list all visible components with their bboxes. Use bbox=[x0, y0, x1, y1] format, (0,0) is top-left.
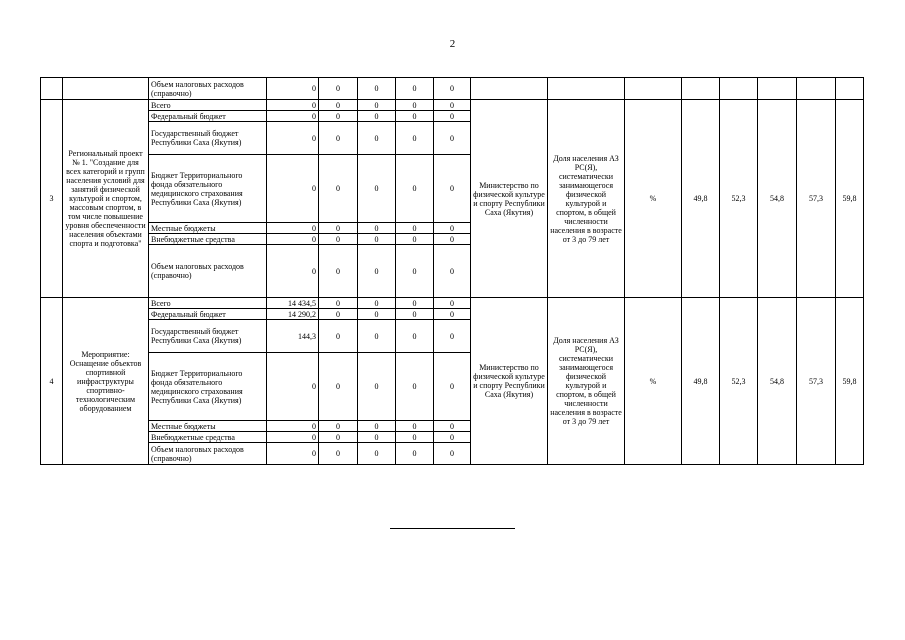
amount-cell: 0 bbox=[434, 78, 471, 100]
target-value: 57,3 bbox=[797, 100, 836, 298]
event-name: Мероприятие: Оснащение объектов спортивной инфраструктуры спортивно-технологическим оборудованием bbox=[63, 298, 149, 465]
table-row bbox=[41, 100, 864, 111]
source-label: Федеральный бюджет bbox=[149, 309, 267, 320]
amount-cell: 0 bbox=[319, 245, 358, 298]
amount-cell: 0 bbox=[267, 100, 319, 111]
amount-cell: 0 bbox=[319, 421, 358, 432]
amount-cell: 0 bbox=[358, 309, 396, 320]
amount-cell: 0 bbox=[434, 309, 471, 320]
ministry-cell bbox=[471, 78, 548, 100]
target-cell bbox=[720, 78, 758, 100]
amount-cell: 0 bbox=[434, 155, 471, 223]
source-label: Местные бюджеты bbox=[149, 421, 267, 432]
event-name: Региональный проект № 1. "Создание для всех категорий и групп населения условий для занятий физической культурой и спортом, массовым спортом, в том числе повышение уровня обеспеченности населения объектами спорта и подготовка" bbox=[63, 100, 149, 298]
amount-cell: 0 bbox=[358, 78, 396, 100]
target-value: 57,3 bbox=[797, 298, 836, 465]
amount-cell: 0 bbox=[358, 155, 396, 223]
amount-cell: 14 434,5 bbox=[267, 298, 319, 309]
amount-cell: 0 bbox=[358, 111, 396, 122]
amount-cell: 0 bbox=[434, 122, 471, 155]
target-value: 49,8 bbox=[682, 298, 720, 465]
amount-cell: 0 bbox=[396, 78, 434, 100]
amount-cell: 0 bbox=[396, 111, 434, 122]
source-label: Государственный бюджет Республики Саха (Якутия) bbox=[149, 320, 267, 353]
amount-cell: 0 bbox=[358, 234, 396, 245]
amount-cell: 0 bbox=[396, 298, 434, 309]
amount-cell: 14 290,2 bbox=[267, 309, 319, 320]
amount-cell: 0 bbox=[319, 298, 358, 309]
target-value: 54,8 bbox=[758, 298, 797, 465]
source-label: Объем налоговых расходов (справочно) bbox=[149, 443, 267, 465]
amount-cell: 0 bbox=[267, 111, 319, 122]
amount-cell: 0 bbox=[396, 309, 434, 320]
amount-cell: 0 bbox=[396, 155, 434, 223]
amount-cell: 0 bbox=[358, 432, 396, 443]
amount-cell: 0 bbox=[267, 443, 319, 465]
amount-cell: 0 bbox=[434, 245, 471, 298]
target-value: 52,3 bbox=[720, 298, 758, 465]
page-number: 2 bbox=[449, 38, 456, 50]
amount-cell: 0 bbox=[358, 100, 396, 111]
amount-cell: 0 bbox=[434, 111, 471, 122]
amount-cell: 144,3 bbox=[267, 320, 319, 353]
amount-cell: 0 bbox=[267, 78, 319, 100]
amount-cell: 0 bbox=[267, 432, 319, 443]
table-row bbox=[41, 298, 864, 309]
source-label: Федеральный бюджет bbox=[149, 111, 267, 122]
source-label: Местные бюджеты bbox=[149, 223, 267, 234]
indicator-cell bbox=[548, 78, 625, 100]
amount-cell: 0 bbox=[267, 223, 319, 234]
amount-cell: 0 bbox=[396, 353, 434, 421]
amount-cell: 0 bbox=[358, 353, 396, 421]
amount-cell: 0 bbox=[396, 320, 434, 353]
event-cell bbox=[63, 78, 149, 100]
ministry-name: Министерство по физической культуре и спорту Республики Саха (Якутия) bbox=[471, 298, 548, 465]
row-number: 4 bbox=[41, 298, 63, 465]
amount-cell: 0 bbox=[267, 245, 319, 298]
amount-cell: 0 bbox=[396, 245, 434, 298]
ministry-name: Министерство по физической культуре и спорту Республики Саха (Якутия) bbox=[471, 100, 548, 298]
amount-cell: 0 bbox=[396, 223, 434, 234]
amount-cell: 0 bbox=[358, 443, 396, 465]
source-label: Государственный бюджет Республики Саха (Якутия) bbox=[149, 122, 267, 155]
source-label: Объем налоговых расходов (справочно) bbox=[149, 78, 267, 100]
unit-cell: % bbox=[625, 100, 682, 298]
amount-cell: 0 bbox=[319, 155, 358, 223]
amount-cell: 0 bbox=[358, 223, 396, 234]
amount-cell: 0 bbox=[358, 298, 396, 309]
amount-cell: 0 bbox=[267, 353, 319, 421]
amount-cell: 0 bbox=[319, 432, 358, 443]
amount-cell: 0 bbox=[434, 421, 471, 432]
amount-cell: 0 bbox=[434, 100, 471, 111]
amount-cell: 0 bbox=[319, 320, 358, 353]
amount-cell: 0 bbox=[267, 234, 319, 245]
target-cell bbox=[682, 78, 720, 100]
source-label: Объем налоговых расходов (справочно) bbox=[149, 245, 267, 298]
target-cell bbox=[758, 78, 797, 100]
amount-cell: 0 bbox=[319, 100, 358, 111]
program-table bbox=[40, 77, 864, 465]
source-label: Всего bbox=[149, 100, 267, 111]
target-value: 49,8 bbox=[682, 100, 720, 298]
amount-cell: 0 bbox=[319, 353, 358, 421]
target-cell bbox=[836, 78, 864, 100]
source-label: Всего bbox=[149, 298, 267, 309]
unit-cell: % bbox=[625, 298, 682, 465]
target-value: 59,8 bbox=[836, 100, 864, 298]
table-row bbox=[41, 78, 864, 100]
amount-cell: 0 bbox=[319, 234, 358, 245]
amount-cell: 0 bbox=[267, 155, 319, 223]
row-number: 3 bbox=[41, 100, 63, 298]
source-label: Внебюджетные средства bbox=[149, 234, 267, 245]
amount-cell: 0 bbox=[267, 122, 319, 155]
target-cell bbox=[797, 78, 836, 100]
target-value: 52,3 bbox=[720, 100, 758, 298]
amount-cell: 0 bbox=[319, 122, 358, 155]
amount-cell: 0 bbox=[319, 223, 358, 234]
amount-cell: 0 bbox=[434, 443, 471, 465]
amount-cell: 0 bbox=[434, 432, 471, 443]
amount-cell: 0 bbox=[267, 421, 319, 432]
footer-divider bbox=[390, 528, 515, 529]
amount-cell: 0 bbox=[319, 443, 358, 465]
indicator-name: Доля населения АЗ РС(Я), систематически занимающегося физической культурой и спортом, в общей численности населения в возрасте от 3 до 79 лет bbox=[548, 298, 625, 465]
indicator-name: Доля населения АЗ РС(Я), систематически занимающегося физической культурой и спортом, в общей численности населения в возрасте от 3 до 79 лет bbox=[548, 100, 625, 298]
amount-cell: 0 bbox=[358, 320, 396, 353]
target-value: 54,8 bbox=[758, 100, 797, 298]
source-label: Внебюджетные средства bbox=[149, 432, 267, 443]
amount-cell: 0 bbox=[434, 320, 471, 353]
unit-cell bbox=[625, 78, 682, 100]
source-label: Бюджет Территориального фонда обязательного медицинского страхования Республики Саха (Якутия) bbox=[149, 353, 267, 421]
amount-cell: 0 bbox=[396, 100, 434, 111]
amount-cell: 0 bbox=[319, 111, 358, 122]
amount-cell: 0 bbox=[434, 298, 471, 309]
amount-cell: 0 bbox=[434, 223, 471, 234]
amount-cell: 0 bbox=[319, 78, 358, 100]
amount-cell: 0 bbox=[358, 421, 396, 432]
amount-cell: 0 bbox=[434, 234, 471, 245]
source-label: Бюджет Территориального фонда обязательного медицинского страхования Республики Саха (Якутия) bbox=[149, 155, 267, 223]
target-value: 59,8 bbox=[836, 298, 864, 465]
num-cell bbox=[41, 78, 63, 100]
amount-cell: 0 bbox=[396, 421, 434, 432]
amount-cell: 0 bbox=[434, 353, 471, 421]
amount-cell: 0 bbox=[358, 245, 396, 298]
amount-cell: 0 bbox=[396, 443, 434, 465]
amount-cell: 0 bbox=[358, 122, 396, 155]
amount-cell: 0 bbox=[396, 234, 434, 245]
amount-cell: 0 bbox=[396, 122, 434, 155]
amount-cell: 0 bbox=[319, 309, 358, 320]
amount-cell: 0 bbox=[396, 432, 434, 443]
